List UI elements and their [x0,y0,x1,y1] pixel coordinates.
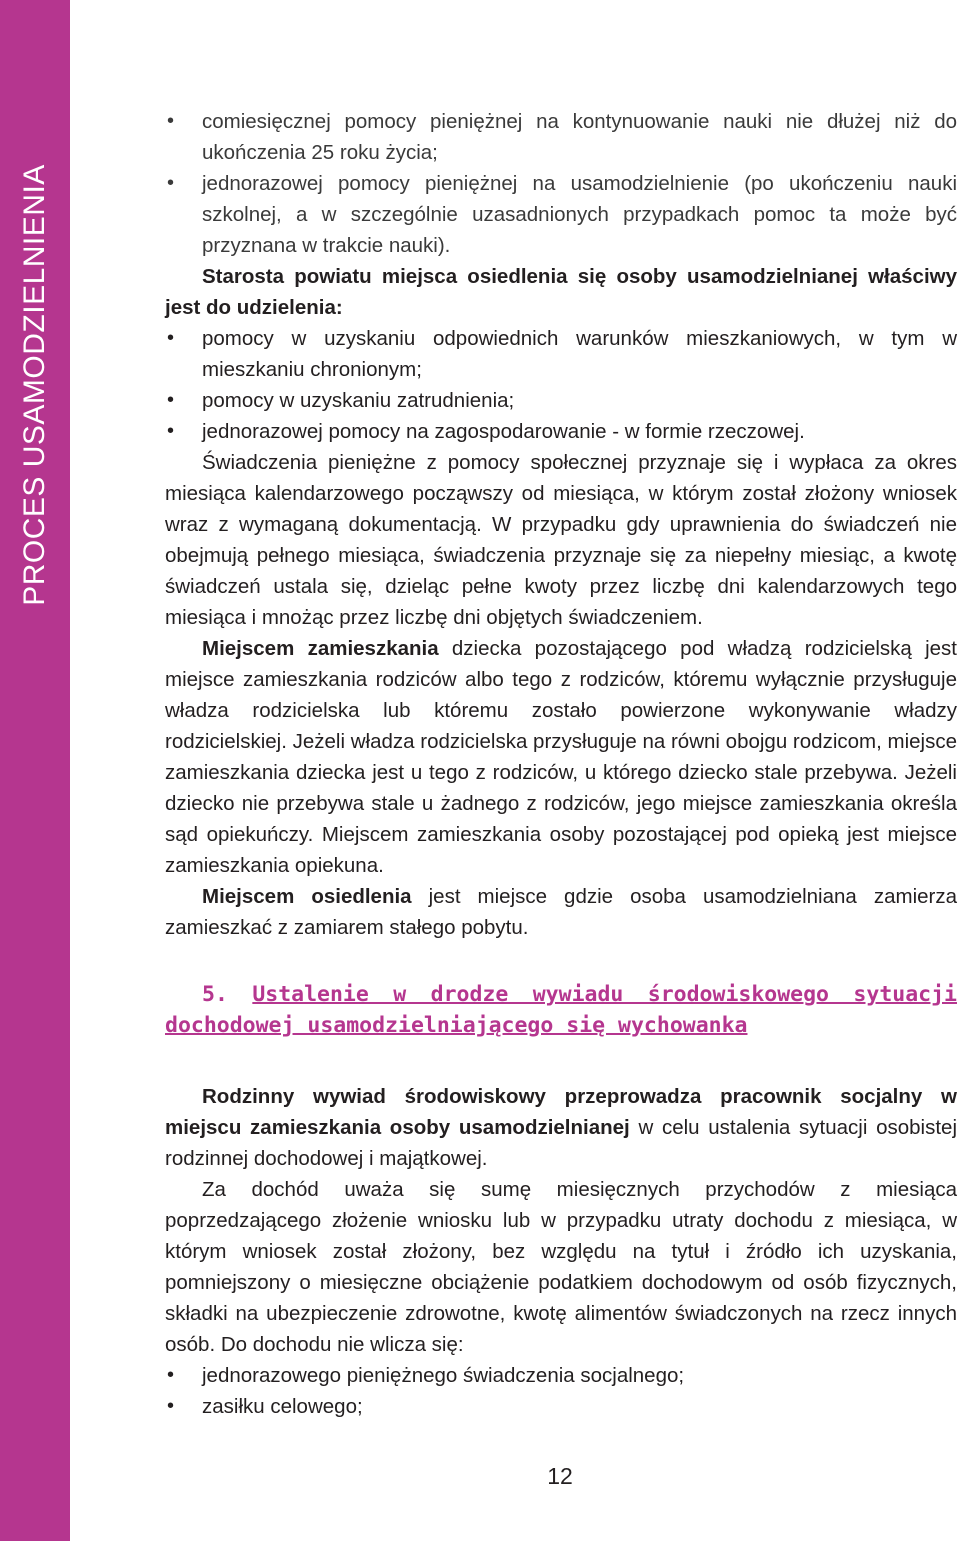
term-wywiad: Rodzinny wywiad środowiskowy przeprowadza pracownik socjalny w miejscu zamieszkania osoby usamodzielnianej [165,1085,957,1139]
side-bar [0,0,70,1541]
bullet-list-exclusions [165,1360,957,1422]
section-number: 5. [202,982,228,1007]
term-zamieszkania: Miejscem zamieszkania [202,637,439,660]
bullet-list-support [165,106,957,261]
paragraph-zamieszkania: Miejscem zamieszkania dziecka pozostającego pod władzą rodzicielską jest miejsce zamieszkania rodziców albo tego z rodziców, któremu wyłącznie przysługuje władza rodzicielska lub któremu zostało powierzone wykonywanie władzy rodzicielskiej. Jeżeli władza rodzicielska przysługuje na równi obojgu rodzicom, miejsce zamieszkania dziecka jest u tego z rodziców, u którego dziecko stale przebywa. Jeżeli dziecko nie przebywa stale u żadnego z rodziców, jego miejsce zamieszkania określa sąd opiekuńczy. Miejscem zamieszkania osoby pozostającej pod opieką jest miejsce zamieszkania opiekuna. [165,637,957,877]
bullet-icon: • [167,420,175,442]
bullet-icon: • [167,1395,175,1417]
list-item: • jednorazowej pomocy na zagospodarowanie - w formie rzeczowej. [165,416,957,447]
bullet-icon: • [167,172,175,194]
paragraph-osiedlenia: Miejscem osiedlenia jest miejsce gdzie osoba usamodzielniana zamierza zamieszkać z zamiarem stałego pobytu. [165,885,957,939]
list-item: • zasiłku celowego; [165,1391,957,1422]
spacer [165,1041,957,1081]
paragraph-swiadczenia: Świadczenia pieniężne z pomocy społecznej przyznaje się i wypłaca za okres miesiąca kalendarzowego począwszy od miesiąca, w którym został złożony wniosek wraz z wymaganą dokumentacją. W przypadku gdy uprawnienia do świadczeń nie obejmują pełnego miesiąca, świadczenia przyznaje się za niepełny miesiąc, a kwotę świadczeń ustala się, dzieląc pełne kwoty przez liczbę dni kalendarzowych tego miesiąca i mnożąc przez liczbę dni objętych świadczeniem. [165,451,957,629]
bullet-icon: • [167,110,175,132]
list-item: • comiesięcznej pomocy pieniężnej na kontynuowanie nauki nie dłużej niż do ukończenia 25 roku życia; [165,106,957,168]
paragraph-starosta: Starosta powiatu miejsca osiedlenia się osoby usamodzielnianej właściwy jest do udzielenia: [165,265,957,319]
list-item: • pomocy w uzyskaniu odpowiednich warunków mieszkaniowych, w tym w mieszkaniu chronionym; [165,323,957,385]
bullet-list-starosta [165,323,957,447]
bullet-icon: • [167,1364,175,1386]
section-title: Ustalenie w drodze wywiadu środowiskowego sytuacji dochodowej usamodzielniającego się wychowanka [165,982,957,1038]
list-item: • jednorazowego pieniężnego świadczenia socjalnego; [165,1360,957,1391]
paragraph-wywiad: Rodzinny wywiad środowiskowy przeprowadza pracownik socjalny w miejscu zamieszkania osoby usamodzielnianej w celu ustalenia sytuacji osobistej rodzinnej dochodowej i majątkowej. [165,1085,957,1170]
list-item: • pomocy w uzyskaniu zatrudnienia; [165,385,957,416]
paragraph-dochod: Za dochód uważa się sumę miesięcznych przychodów z miesiąca poprzedzającego złożenie wniosku lub w przypadku utraty dochodu z miesiąca, w którym wniosek został złożony, bez względu na tytuł i źródło ich uzyskania, pomniejszony o miesięczne obciążenie podatkiem dochodowym od osób fizycznych, składki na ubezpieczenie zdrowotne, kwotę alimentów świadczonych na rzecz innych osób. Do dochodu nie wlicza się: [165,1178,957,1356]
page-number: 12 [547,1463,573,1489]
bullet-icon: • [167,327,175,349]
page-content [165,106,957,1422]
side-title: PROCES USAMODZIELNIENIA [18,164,51,606]
bullet-icon: • [167,389,175,411]
term-osiedlenia: Miejscem osiedlenia [202,885,412,908]
section-heading [165,979,957,1041]
list-item: • jednorazowej pomocy pieniężnej na usamodzielnienie (po ukończeniu nauki szkolnej, a w szczególnie uzasadnionych przypadkach pomoc ta może być przyznana w trakcie nauki). [165,168,957,261]
